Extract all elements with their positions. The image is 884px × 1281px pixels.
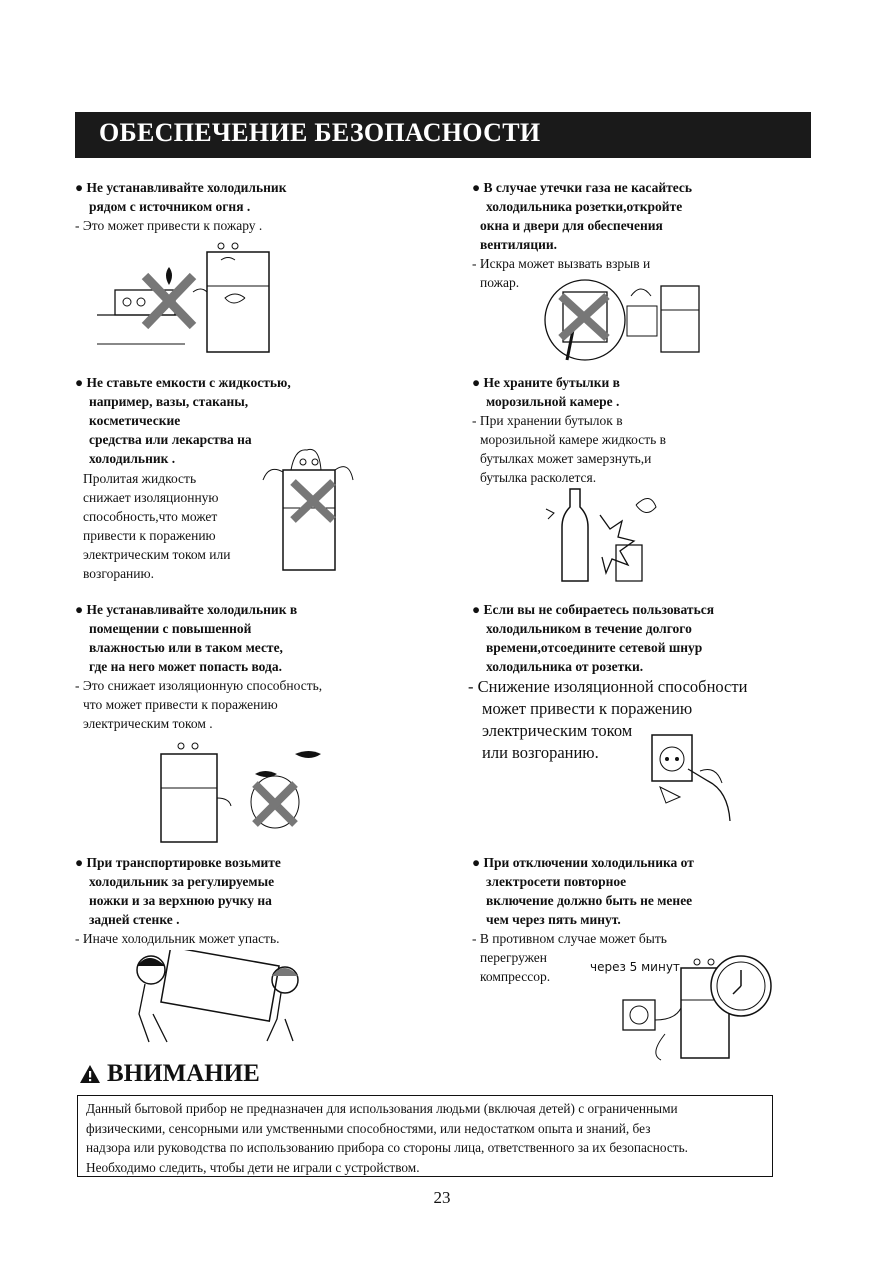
warning-bottles-freezer bbox=[472, 373, 666, 487]
text-line: или возгоранию. bbox=[482, 743, 599, 762]
bold-line: рядом с источником огня . bbox=[89, 199, 251, 214]
bold-line: включение должно быть не менее bbox=[486, 893, 693, 908]
page-number: 23 bbox=[433, 1188, 451, 1207]
attention-line: надзора или руководства по использованию прибора со стороны лица, ответственного за их безопасность. bbox=[86, 1140, 688, 1155]
illustration-fridge-water bbox=[155, 740, 330, 845]
attention-heading bbox=[79, 1060, 260, 1088]
text-line: компрессор. bbox=[480, 969, 551, 984]
text-line: привести к поражению bbox=[83, 528, 216, 543]
attention-line: Данный бытовой прибор не предназначен для использования людьми (включая детей) с ограниченными bbox=[86, 1101, 678, 1116]
text-line: - В противном случае может быть bbox=[472, 931, 667, 946]
bold-line: ● Не храните бутылки в bbox=[472, 375, 620, 390]
text-line: снижает изоляционную bbox=[83, 490, 219, 505]
bold-line: окна и двери для обеспечения bbox=[480, 218, 663, 233]
bold-line: ● Не устанавливайте холодильник в bbox=[75, 602, 298, 617]
attention-line: физическими, сенсорными или умственными способностями, или недостатком опыта и знаний, без bbox=[86, 1120, 651, 1136]
bold-line: ● В случае утечки газа не касайтесь bbox=[472, 180, 693, 195]
text-line: Пролитая жидкость bbox=[83, 471, 197, 486]
bold-line: холодильник за регулируемые bbox=[89, 874, 275, 889]
illustration-unplug-socket bbox=[630, 725, 740, 825]
section-title-bar bbox=[75, 112, 811, 158]
page-title: ОБЕСПЕЧЕНИЕ БЕЗОПАСНОСТИ bbox=[99, 118, 541, 147]
bold-line: морозильной камере . bbox=[486, 394, 620, 409]
text-line: может привести к поражению bbox=[482, 699, 693, 718]
bold-line: где на него может попасть вода. bbox=[89, 659, 282, 674]
bold-line: косметические bbox=[89, 413, 181, 428]
attention-title: ВНИМАНИЕ bbox=[107, 1060, 260, 1087]
bold-line: ● При транспортировке возьмите bbox=[75, 855, 281, 870]
illustration-broken-bottles bbox=[540, 485, 670, 585]
bold-line: ● При отключении холодильника от bbox=[472, 855, 694, 870]
bold-line: времени,отсоедините сетевой шнур bbox=[486, 640, 703, 655]
bold-line: холодильником в течение долгого bbox=[486, 621, 692, 636]
text-line: бутылка расколется. bbox=[480, 470, 597, 485]
bold-line: ● Не ставьте емкости с жидкостью, bbox=[75, 375, 291, 390]
text-line: электрическим током . bbox=[83, 716, 213, 731]
text-line: - Это снижает изоляционную способность, bbox=[75, 678, 323, 693]
text-line: морозильной камере жидкость в bbox=[480, 432, 666, 447]
bold-line: холодильника розетки,откройте bbox=[486, 199, 683, 214]
bold-line: вентиляции. bbox=[480, 237, 558, 252]
attention-line: Необходимо следить, чтобы дети не играли с устройством. bbox=[86, 1159, 420, 1175]
illustration-socket-gas bbox=[543, 270, 708, 365]
bold-line: чем через пять минут. bbox=[486, 912, 621, 927]
text-line: - Это может привести к пожару . bbox=[75, 218, 263, 233]
bold-line: холодильник . bbox=[89, 451, 176, 466]
text-line: электрическим током bbox=[482, 721, 633, 740]
warning-transport bbox=[75, 853, 281, 948]
bold-line: влажностью или в таком месте, bbox=[89, 640, 283, 655]
illustration-fridge-near-stove bbox=[95, 240, 280, 355]
bold-line: ● Не устанавливайте холодильник bbox=[75, 180, 287, 195]
warning-humidity bbox=[75, 600, 322, 733]
bold-line: средства или лекарства на bbox=[89, 432, 252, 447]
bold-line: злектросети повторное bbox=[486, 874, 627, 889]
illustration-fridge-clock bbox=[615, 950, 775, 1062]
text-line: пожар. bbox=[480, 275, 520, 290]
text-line: возгоранию. bbox=[83, 566, 154, 581]
text-line: способность,что может bbox=[83, 509, 218, 524]
illustration-fridge-with-items bbox=[255, 430, 360, 575]
text-line: - Иначе холодильник может упасть. bbox=[75, 931, 280, 946]
bold-line: например, вазы, стаканы, bbox=[89, 394, 249, 409]
text-line: электрическим током или bbox=[83, 547, 231, 562]
warning-fire-source bbox=[75, 178, 286, 235]
bold-line: холодильника от розетки. bbox=[486, 659, 644, 674]
text-line: перегружен bbox=[480, 950, 548, 965]
text-line: бутылках может замерзнуть,и bbox=[480, 451, 652, 466]
text-line: что может привести к поражению bbox=[83, 697, 278, 712]
bold-line: ● Если вы не собираетесь пользоваться bbox=[472, 602, 714, 617]
text-line: - Снижение изоляционной способности bbox=[468, 677, 748, 696]
bold-line: задней стенке . bbox=[89, 912, 180, 927]
bold-line: ножки и за верхнюю ручку на bbox=[89, 893, 272, 908]
timer-caption: через 5 минут bbox=[590, 960, 680, 974]
attention-box bbox=[77, 1095, 773, 1177]
text-line: - При хранении бутылок в bbox=[472, 413, 623, 428]
bold-line: помещении с повышенной bbox=[89, 621, 252, 636]
text-line: - Искра может вызвать взрыв и bbox=[472, 256, 651, 271]
warning-triangle-icon bbox=[79, 1064, 101, 1084]
illustration-two-people-carrying bbox=[125, 950, 310, 1045]
